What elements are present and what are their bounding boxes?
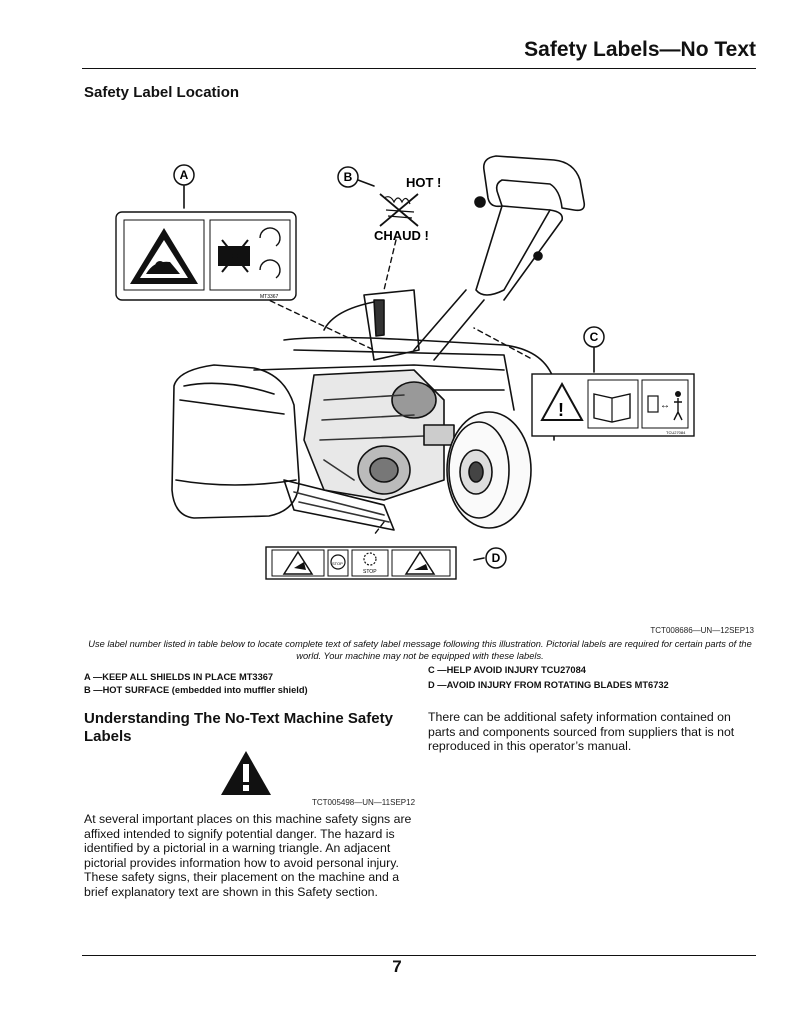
page-number: 7 xyxy=(392,957,402,976)
legend-item-b: B —HOT SURFACE (embedded into muffler shield) xyxy=(84,685,308,695)
chaud-text: CHAUD ! xyxy=(374,228,429,243)
label-c-code: TCU27084 xyxy=(666,430,686,435)
figure-ref-code: TCT008686—UN—12SEP13 xyxy=(650,626,754,635)
hot-surface-symbol xyxy=(374,175,441,243)
legend-item-d: D —AVOID INJURY FROM ROTATING BLADES MT6732 xyxy=(428,680,669,690)
stop-text-2: STOP xyxy=(363,569,377,575)
callout-c xyxy=(584,327,604,347)
header-rule xyxy=(82,68,756,69)
safety-label-location-figure xyxy=(84,150,756,590)
label-c-decal xyxy=(532,374,694,436)
warning-triangle-icon xyxy=(220,750,272,796)
legend-item-a: A —KEEP ALL SHIELDS IN PLACE MT3367 xyxy=(84,672,274,682)
label-d-decal xyxy=(266,547,456,579)
understanding-heading: Understanding The No-Text Machine Safety Labels xyxy=(84,710,393,745)
page-title: Safety Labels—No Text xyxy=(524,38,756,61)
understanding-paragraph: At several important places on this machine safety signs are affixed intended to signify potential danger. The hazard is identified by a pictorial in a warning triangle. An adjacent pictorial provides information how to avoid personal injury. These safety signs, their placement on the machine and a brief explanatory text are shown in this Safety section. xyxy=(84,812,412,899)
svg-text:C: C xyxy=(589,330,599,344)
icon-ref-code: TCT005498—UN—11SEP12 xyxy=(312,798,416,807)
svg-text:↔: ↔ xyxy=(660,400,670,411)
label-a-code: MT3367 xyxy=(260,294,279,300)
figure-caption: Use label number listed in table below to locate complete text of safety label message following this illustration. Pictorial labels are required for certain parts of the world. Your machine may not be equipped with these labels. xyxy=(88,639,752,661)
legend-item-c: C —HELP AVOID INJURY TCU27084 xyxy=(428,665,586,675)
stop-text-1: STOP xyxy=(332,561,343,566)
svg-text:B: B xyxy=(343,170,353,184)
svg-text:!: ! xyxy=(558,400,564,420)
footer-rule xyxy=(82,955,756,956)
svg-text:D: D xyxy=(491,551,501,565)
label-a-decal xyxy=(116,212,296,300)
section-heading: Safety Label Location xyxy=(84,84,240,101)
hot-text: HOT ! xyxy=(406,175,442,190)
additional-info-paragraph: There can be additional safety information contained on parts and components sourced from suppliers that is not reproduced in this operator’s manual. xyxy=(428,710,735,754)
engine xyxy=(304,370,454,500)
rear-wheel xyxy=(447,412,531,528)
callout-b xyxy=(338,167,358,187)
callout-d xyxy=(486,548,506,568)
callout-a xyxy=(174,165,194,185)
svg-text:A: A xyxy=(179,168,189,182)
grass-basket xyxy=(172,365,299,518)
